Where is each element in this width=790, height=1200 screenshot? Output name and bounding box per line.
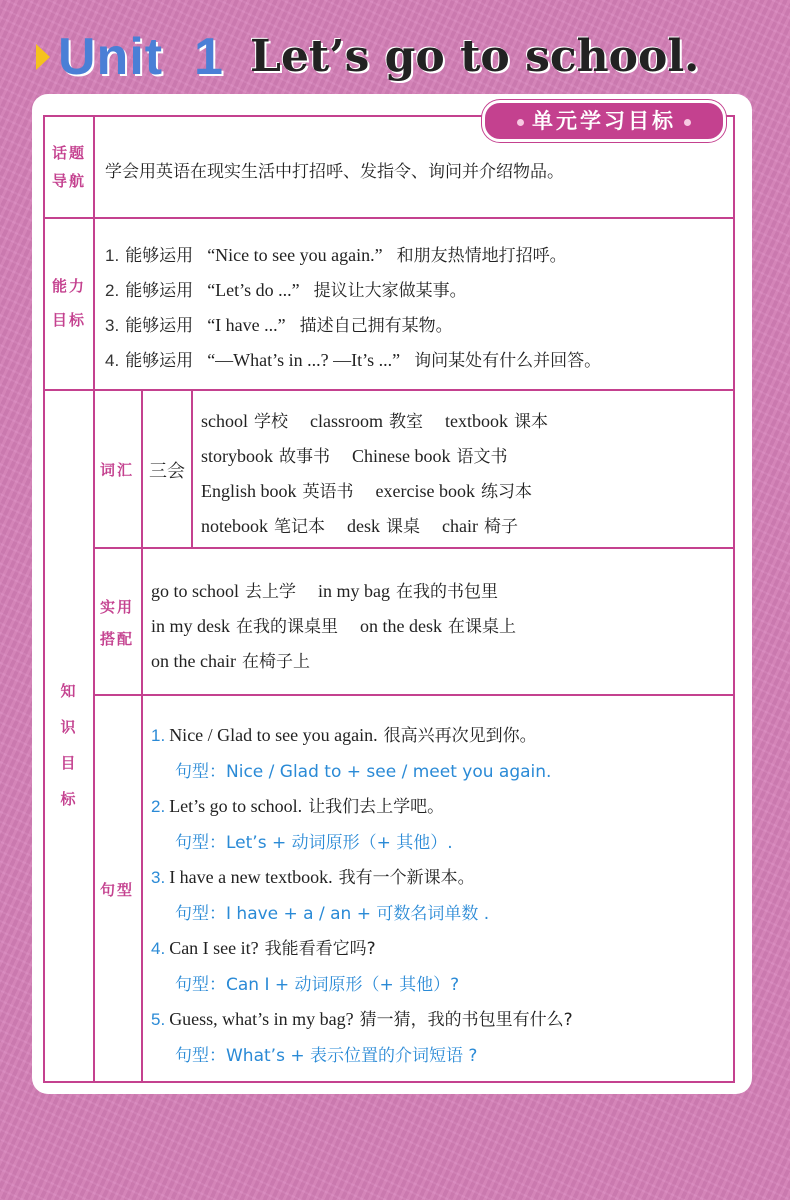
phrase-english: on the chair xyxy=(151,651,236,671)
row-divider xyxy=(93,547,733,549)
phrases-label: 实用 搭配 xyxy=(99,598,134,648)
unit-title: Let’s go to school. xyxy=(250,31,700,82)
objectives-table xyxy=(43,115,735,1083)
item-number: 3. xyxy=(105,316,120,335)
vocab-word: notebook xyxy=(201,516,268,536)
sentences-label: 句型 xyxy=(99,881,134,899)
vocab-meaning: 英语书 xyxy=(302,482,354,502)
sentence-number: 2. xyxy=(151,797,166,816)
vocab-meaning: 学校 xyxy=(254,412,288,432)
sentence-pattern: 句型：What’s + 表示位置的介词短语 ? xyxy=(175,1046,478,1066)
sentence-item xyxy=(151,792,444,817)
row-divider xyxy=(45,217,733,219)
sentence-number: 5. xyxy=(151,1010,166,1029)
phrase-english: in my desk xyxy=(151,616,230,636)
unit-label: Unit 1 xyxy=(58,28,224,86)
vocab-label: 词汇 xyxy=(99,461,134,479)
column-divider xyxy=(141,389,143,1083)
knowledge-label: 知 识 目 标 xyxy=(60,682,78,808)
sentence-item xyxy=(151,863,475,888)
item-pre: 能够运用 xyxy=(125,316,194,336)
vocab-row xyxy=(201,512,540,537)
unit-objectives-badge: 单元学习目标 xyxy=(482,100,726,142)
sentence-chinese: 我有一个新课本。 xyxy=(338,868,475,888)
sentence-chinese: 很高兴再次见到你。 xyxy=(383,726,537,746)
sentence-number: 3. xyxy=(151,868,166,887)
ability-item xyxy=(105,241,567,266)
vocab-word: classroom xyxy=(310,411,383,431)
phrase-meaning: 在椅子上 xyxy=(241,652,310,672)
vocab-meaning: 教室 xyxy=(388,412,423,432)
item-number: 2. xyxy=(105,281,120,300)
item-post: 提议让大家做某事。 xyxy=(313,281,467,301)
ability-item xyxy=(105,346,601,371)
ability-item xyxy=(105,311,453,336)
item-english: “I have ...” xyxy=(207,315,286,335)
sentence-english: Let’s go to school. xyxy=(169,796,303,816)
sentence-item xyxy=(151,1005,573,1030)
item-post: 描述自己拥有某物。 xyxy=(299,316,453,336)
item-post: 询问某处有什么并回答。 xyxy=(414,351,602,371)
item-pre: 能够运用 xyxy=(125,281,194,301)
vocab-row xyxy=(201,442,530,467)
item-english: “Let’s do ...” xyxy=(207,280,300,300)
sentence-item xyxy=(151,721,537,746)
vocab-level: 三会 xyxy=(149,461,185,482)
column-divider xyxy=(191,389,193,547)
ability-label: 能力 目标 xyxy=(51,277,86,329)
vocab-meaning: 练习本 xyxy=(480,482,532,502)
vocab-meaning: 笔记本 xyxy=(274,517,325,537)
phrase-row xyxy=(151,647,332,672)
phrase-english: go to school xyxy=(151,581,239,601)
vocab-word: Chinese book xyxy=(352,446,451,466)
item-post: 和朋友热情地打招呼。 xyxy=(396,246,567,266)
item-number: 4. xyxy=(105,351,120,370)
sentence-english: I have a new textbook. xyxy=(169,867,333,887)
sentence-pattern: 句型：I have + a / an + 可数名词单数 . xyxy=(175,904,490,924)
sentence-english: Can I see it? xyxy=(169,938,259,958)
vocab-row xyxy=(201,407,570,432)
phrase-english: on the desk xyxy=(360,616,442,636)
item-pre: 能够运用 xyxy=(125,246,194,266)
vocab-word: textbook xyxy=(444,411,508,431)
sentence-chinese: 让我们去上学吧。 xyxy=(308,797,445,817)
ability-item xyxy=(105,276,467,301)
phrase-meaning: 在我的书包里 xyxy=(396,582,498,602)
item-english: “—What’s in ...? —It’s ...” xyxy=(207,350,401,370)
sentence-english: Nice / Glad to see you again. xyxy=(169,725,378,745)
vocab-word: storybook xyxy=(201,446,273,466)
arrow-icon xyxy=(36,44,50,70)
vocab-word: chair xyxy=(442,516,478,536)
vocab-meaning: 课桌 xyxy=(386,517,420,537)
vocab-meaning: 语文书 xyxy=(456,447,508,467)
sentence-chinese: 我能看看它吗? xyxy=(264,939,376,959)
vocab-meaning: 课本 xyxy=(513,412,548,432)
sentence-number: 4. xyxy=(151,939,166,958)
sentence-chinese: 猜一猜，我的书包里有什么? xyxy=(359,1010,573,1030)
topic-text: 学会用英语在现实生活中打招呼、发指令、询问并介绍物品。 xyxy=(105,162,564,182)
sentence-english: Guess, what’s in my bag? xyxy=(169,1009,354,1029)
item-number: 1. xyxy=(105,246,120,265)
vocab-word: English book xyxy=(201,481,297,501)
phrase-meaning: 在我的课桌里 xyxy=(236,617,338,637)
sentence-pattern: 句型：Nice / Glad to + see / meet you again. xyxy=(175,762,552,782)
phrase-meaning: 在课桌上 xyxy=(447,617,516,637)
sentence-number: 1. xyxy=(151,726,166,745)
sentence-pattern: 句型：Can I + 动词原形（+ 其他）? xyxy=(175,975,460,995)
phrase-row xyxy=(151,612,538,637)
vocab-row xyxy=(201,477,554,502)
item-pre: 能够运用 xyxy=(125,351,194,371)
sentence-item xyxy=(151,934,376,959)
topic-label: 话题 导航 xyxy=(51,144,86,190)
sentence-pattern: 句型：Let’s + 动词原形（+ 其他）. xyxy=(175,833,453,853)
unit-header xyxy=(30,22,770,92)
phrase-english: in my bag xyxy=(318,581,390,601)
vocab-meaning: 椅子 xyxy=(483,517,518,537)
item-english: “Nice to see you again.” xyxy=(207,245,383,265)
row-divider xyxy=(93,694,733,696)
row-divider xyxy=(45,389,733,391)
phrase-row xyxy=(151,577,520,602)
vocab-word: school xyxy=(201,411,248,431)
vocab-word: desk xyxy=(347,516,380,536)
phrase-meaning: 去上学 xyxy=(245,582,296,602)
vocab-meaning: 故事书 xyxy=(279,447,330,467)
vocab-word: exercise book xyxy=(375,481,475,501)
